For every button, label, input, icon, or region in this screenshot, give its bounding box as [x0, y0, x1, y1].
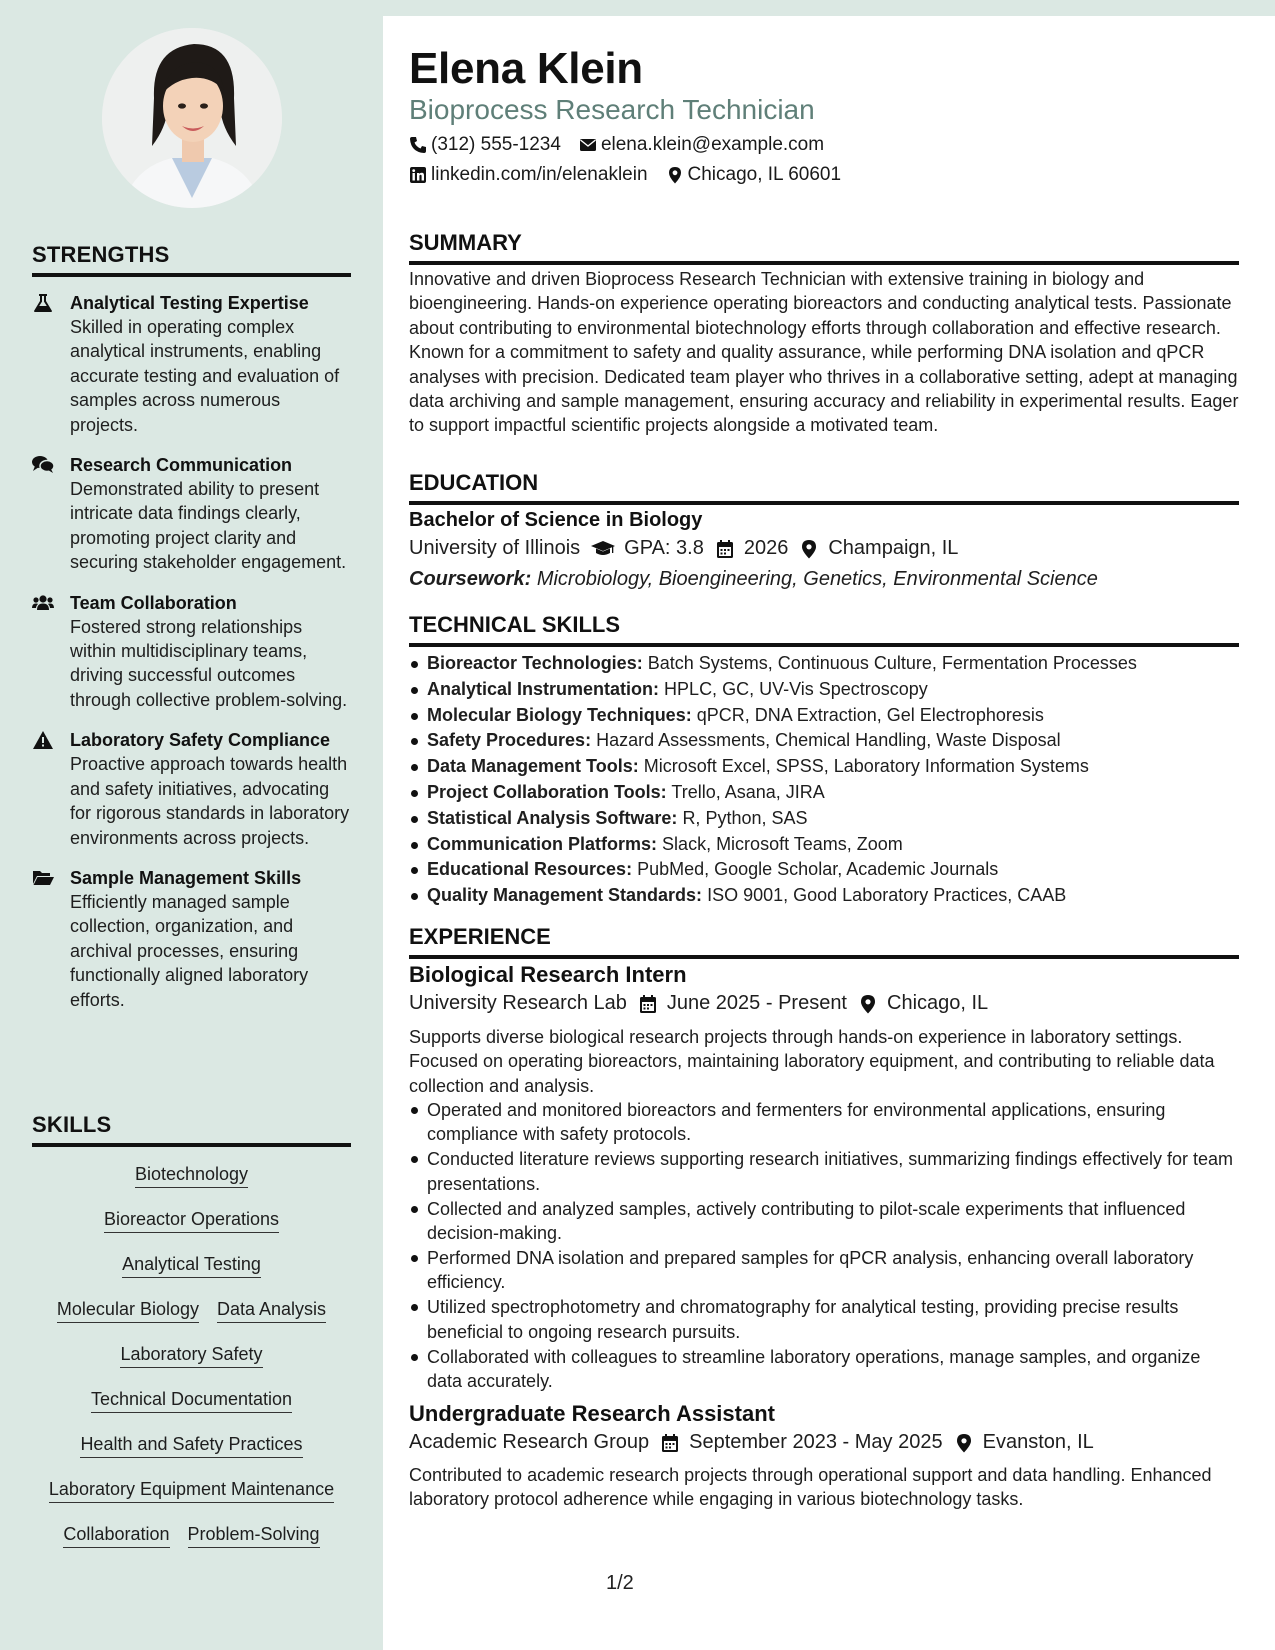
coursework	[409, 568, 1098, 591]
page-number: 1/2	[606, 1572, 634, 1594]
strength-title: Research Communication	[70, 455, 293, 476]
strength-description: Demonstrated ability to present intricate data findings clearly, promoting project clarity and securing stakeholder engagement.	[70, 479, 347, 573]
technical-skill-item: Educational Resources: PubMed, Google Scholar, Academic Journals	[409, 857, 1239, 883]
linkedin-contact[interactable]	[409, 164, 648, 186]
map-pin-icon	[666, 166, 684, 184]
job-summary: Supports diverse biological research projects through hands-on experience in laboratory settings. Focused on operating bioreactors, maintaining laboratory equipment, and contributing to reliable data collection and analysis.	[409, 1027, 1215, 1096]
job-meta	[409, 992, 988, 1015]
job-title: Biological Research Intern	[409, 962, 687, 987]
skills-title: SKILLS	[32, 1112, 351, 1147]
technical-skill-item: Quality Management Standards: ISO 9001, Good Laboratory Practices, CAAB	[409, 883, 1239, 909]
technical-skill-item: Molecular Biology Techniques: qPCR, DNA Extraction, Gel Electrophoresis	[409, 703, 1239, 729]
sidebar	[0, 0, 383, 1650]
page-top-band	[383, 0, 1275, 16]
skill-tag: Biotechnology	[135, 1163, 248, 1188]
skill-tag: Collaboration	[63, 1523, 169, 1548]
map-pin-icon	[857, 994, 879, 1014]
skill-tag: Bioreactor Operations	[104, 1208, 279, 1233]
strength-title: Laboratory Safety Compliance	[70, 730, 331, 751]
job-organization: University Research Lab	[409, 992, 627, 1014]
phone-contact	[409, 134, 561, 156]
strength-description: Skilled in operating complex analytical instruments, enabling accurate testing and evaluation of samples across numerous projects.	[70, 317, 340, 435]
technical-skill-item: Statistical Analysis Software: R, Python, SAS	[409, 806, 1239, 832]
skill-row	[32, 1388, 351, 1433]
job-location: Evanston, IL	[953, 1431, 1094, 1454]
skill-tag: Laboratory Safety	[120, 1343, 262, 1368]
job-achievements	[409, 1098, 1239, 1394]
achievement-item: Collected and analyzed samples, actively contributing to pilot-scale experiments that influenced decision-making.	[409, 1197, 1239, 1246]
phone-icon	[409, 136, 427, 154]
skill-row	[32, 1163, 351, 1208]
job-dates: September 2023 - May 2025	[659, 1431, 943, 1454]
calendar-icon	[659, 1433, 681, 1453]
job-location: Chicago, IL	[857, 992, 988, 1015]
linkedin-link[interactable]: linkedin.com/in/elenaklein	[431, 164, 648, 185]
technical-skills-title: TECHNICAL SKILLS	[409, 612, 1239, 647]
email-link[interactable]: elena.klein@example.com	[600, 134, 825, 155]
technical-skills-list	[409, 651, 1239, 909]
achievement-item: Conducted literature reviews supporting research initiatives, summarizing findings effectively for team presentations.	[409, 1147, 1239, 1196]
skill-tag: Data Analysis	[217, 1298, 326, 1323]
profile-photo	[102, 28, 282, 208]
portrait-illustration	[102, 28, 282, 208]
technical-skill-item: Safety Procedures: Hazard Assessments, Chemical Handling, Waste Disposal	[409, 728, 1239, 754]
school-location: Champaign, IL	[798, 537, 958, 560]
job-title: Undergraduate Research Assistant	[409, 1401, 775, 1426]
map-pin-icon	[953, 1433, 975, 1453]
job-dates: June 2025 - Present	[637, 992, 847, 1015]
flask-icon	[32, 291, 70, 437]
skills-section	[32, 1112, 351, 1568]
skill-tag: Analytical Testing	[122, 1253, 261, 1278]
main-content	[383, 16, 1275, 1650]
strength-title: Team Collaboration	[70, 592, 237, 613]
strength-item	[32, 453, 351, 575]
summary-text: Innovative and driven Bioprocess Research Technician with extensive training in biology and bioengineering. Hands-on experience operating bioreactors and conducting analytical tests. Passionate about contributing to environmental biotechnology efforts through collaboration and effective research. Known for a commitment to safety and quality assurance, while performing DNA isolation and qPCR analyses with precision. Dedicated team player who thrives in a collaborative setting, adept at managing data archiving and sample management, ensuring accuracy and reliability in experimental results. Eager to support impactful scientific projects alongside a motivated team.	[409, 269, 1239, 436]
candidate-name: Elena Klein	[409, 44, 643, 93]
graduation-year: 2026	[714, 537, 789, 560]
skill-row	[32, 1208, 351, 1253]
technical-skill-item: Communication Platforms: Slack, Microsoft Teams, Zoom	[409, 832, 1239, 858]
achievement-item: Performed DNA isolation and prepared samples for qPCR analysis, enhancing overall laboratory efficiency.	[409, 1246, 1239, 1295]
strength-item	[32, 591, 351, 713]
achievement-item: Collaborated with colleagues to streamline laboratory operations, manage samples, and organize data accurately.	[409, 1345, 1239, 1394]
strengths-title: STRENGTHS	[32, 242, 351, 277]
calendar-icon	[637, 994, 659, 1014]
education-meta	[409, 537, 958, 560]
calendar-icon	[714, 539, 736, 559]
job-organization: Academic Research Group	[409, 1431, 650, 1453]
contact-row	[409, 134, 824, 156]
technical-skill-item: Data Management Tools: Microsoft Excel, SPSS, Laboratory Information Systems	[409, 754, 1239, 780]
skill-row	[32, 1343, 351, 1388]
gpa: GPA: 3.8	[590, 537, 704, 560]
technical-skill-item: Bioreactor Technologies: Batch Systems, Continuous Culture, Fermentation Processes	[409, 651, 1239, 677]
school-name: University of Illinois	[409, 537, 581, 559]
skill-tag: Health and Safety Practices	[80, 1433, 302, 1458]
skill-tag: Laboratory Equipment Maintenance	[49, 1478, 334, 1503]
comments-icon	[32, 453, 70, 575]
skill-row	[32, 1298, 351, 1343]
skill-tag: Problem-Solving	[188, 1523, 320, 1548]
summary-title: SUMMARY	[409, 230, 1239, 265]
strength-item	[32, 291, 351, 437]
achievement-item: Operated and monitored bioreactors and fermenters for environmental applications, ensuring compliance with safety protocols.	[409, 1098, 1239, 1147]
strengths-section	[32, 242, 351, 1012]
location-text: Chicago, IL 60601	[687, 164, 842, 185]
job-summary: Contributed to academic research projects through operational support and data handling. Enhanced laboratory protocol adherence while engaging in various biotechnology tasks.	[409, 1465, 1212, 1510]
strength-item	[32, 728, 351, 850]
envelope-icon	[579, 136, 597, 154]
strength-description: Efficiently managed sample collection, organization, and archival processes, ensuring functionally aligned laboratory efforts.	[70, 891, 309, 1010]
technical-skill-item: Project Collaboration Tools: Trello, Asana, JIRA	[409, 780, 1239, 806]
experience-title: EXPERIENCE	[409, 924, 1239, 959]
email-contact[interactable]	[579, 134, 824, 156]
strength-item	[32, 866, 351, 1012]
phone-text: (312) 555-1234	[431, 134, 561, 155]
folder-open-icon	[32, 866, 70, 1012]
warning-icon	[32, 728, 70, 850]
technical-skill-item: Analytical Instrumentation: HPLC, GC, UV-Vis Spectroscopy	[409, 677, 1239, 703]
degree-title: Bachelor of Science in Biology	[409, 509, 703, 531]
strength-title: Sample Management Skills	[70, 867, 302, 888]
skill-tag: Molecular Biology	[57, 1298, 199, 1323]
linkedin-icon	[409, 166, 427, 184]
skill-row	[32, 1433, 351, 1478]
graduation-cap-icon	[590, 539, 616, 559]
strength-description: Proactive approach towards health and safety initiatives, advocating for rigorous standards in laboratory environments across projects.	[70, 754, 350, 848]
users-icon	[32, 591, 70, 713]
job-role: Bioprocess Research Technician	[409, 94, 815, 125]
education-title: EDUCATION	[409, 470, 1239, 505]
map-pin-icon	[798, 539, 820, 559]
coursework-list: Microbiology, Bioengineering, Genetics, Environmental Science	[536, 568, 1098, 590]
skill-row	[32, 1523, 351, 1568]
contact-row	[409, 164, 841, 186]
location-contact	[666, 164, 842, 186]
skill-row	[32, 1253, 351, 1298]
coursework-label: Coursework:	[409, 568, 532, 590]
skill-row	[32, 1478, 351, 1523]
skill-tag: Technical Documentation	[91, 1388, 292, 1413]
strength-description: Fostered strong relationships within multidisciplinary teams, driving successful outcomes through collective problem-solving.	[70, 616, 348, 710]
achievement-item: Utilized spectrophotometry and chromatography for analytical testing, providing precise results beneficial to ongoing research pursuits.	[409, 1295, 1239, 1344]
strength-title: Analytical Testing Expertise	[70, 293, 309, 313]
job-meta	[409, 1431, 1094, 1454]
